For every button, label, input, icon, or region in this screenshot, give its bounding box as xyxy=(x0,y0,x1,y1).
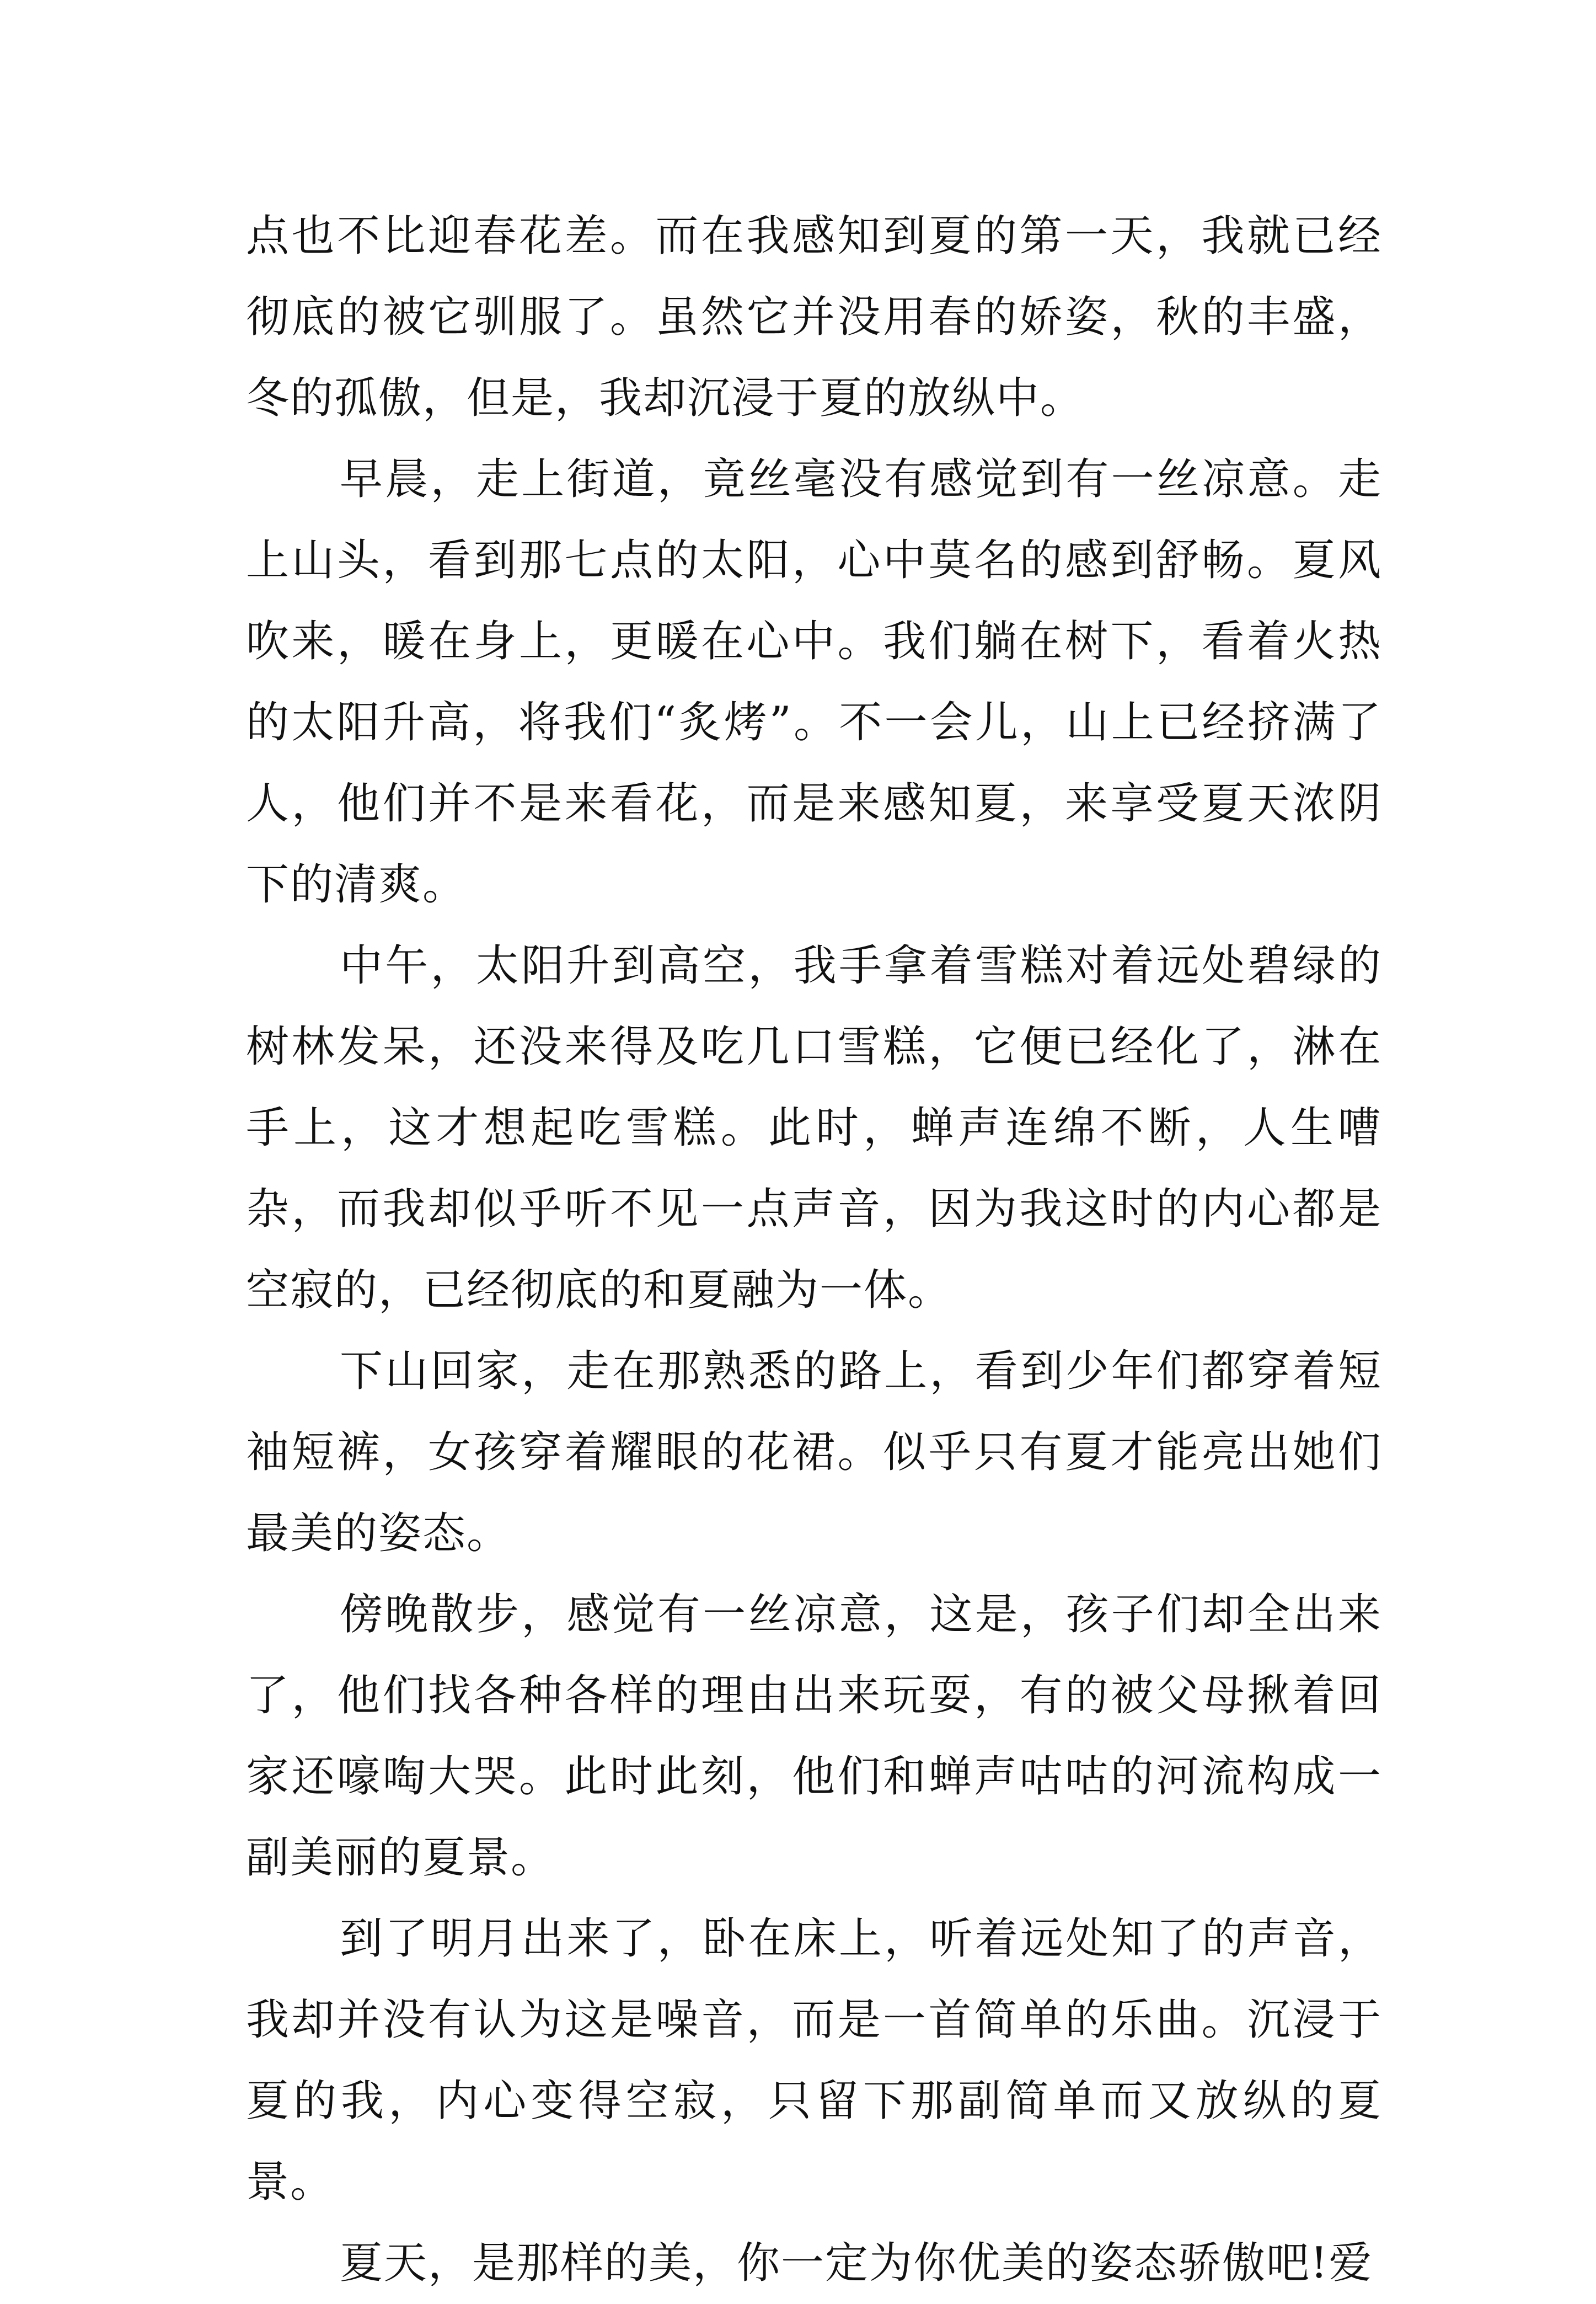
paragraph-noon: 中午，太阳升到高空，我手拿着雪糕对着远处碧绿的树林发呆，还没来得及吃几口雪糕，它便已经化了，淋在手上，这才想起吃雪糕。此时，蝉声连绵不断，人生嘈杂，而我却似乎听不见一点声音，因为我这时的内心都是空寂的，已经彻底的和夏融为一体。 xyxy=(246,941,1382,1315)
paragraph-night: 到了明月出来了，卧在床上，听着远处知了的声音，我却并没有认为这是噪音，而是一首简单的乐曲。沉浸于夏的我，内心变得空寂，只留下那副简单而又放纵的夏景。 xyxy=(246,1914,1382,2207)
paragraph-closing: 夏天，是那样的美，你一定为你优美的姿态骄傲吧!爱 xyxy=(340,2238,1373,2288)
paragraph-morning: 早晨，走上街道，竟丝毫没有感觉到有一丝凉意。走上山头，看到那七点的太阳，心中莫名的感到舒畅。夏风吹来，暖在身上，更暖在心中。我们躺在树下，看着火热的太阳升高，将我们“炙烤”。不一会儿，山上已经挤满了人，他们并不是来看花，而是来感知夏，来享受夏天浓阴下的清爽。 xyxy=(246,455,1382,910)
document-body xyxy=(246,196,1382,2304)
paragraph-going-home: 下山回家，走在那熟悉的路上，看到少年们都穿着短袖短裤，女孩穿着耀眼的花裙。似乎只有夏才能亮出她们最美的姿态。 xyxy=(246,1346,1382,1558)
paragraph-continuation: 点也不比迎春花差。而在我感知到夏的第一天，我就已经彻底的被它驯服了。虽然它并没用春的娇姿，秋的丰盛，冬的孤傲，但是，我却沉浸于夏的放纵中。 xyxy=(246,211,1382,423)
paragraph-evening: 傍晚散步，感觉有一丝凉意，这是，孩子们却全出来了，他们找各种各样的理由出来玩耍，有的被父母揪着回家还嚎啕大哭。此时此刻，他们和蝉声咕咕的河流构成一副美丽的夏景。 xyxy=(246,1590,1382,1883)
